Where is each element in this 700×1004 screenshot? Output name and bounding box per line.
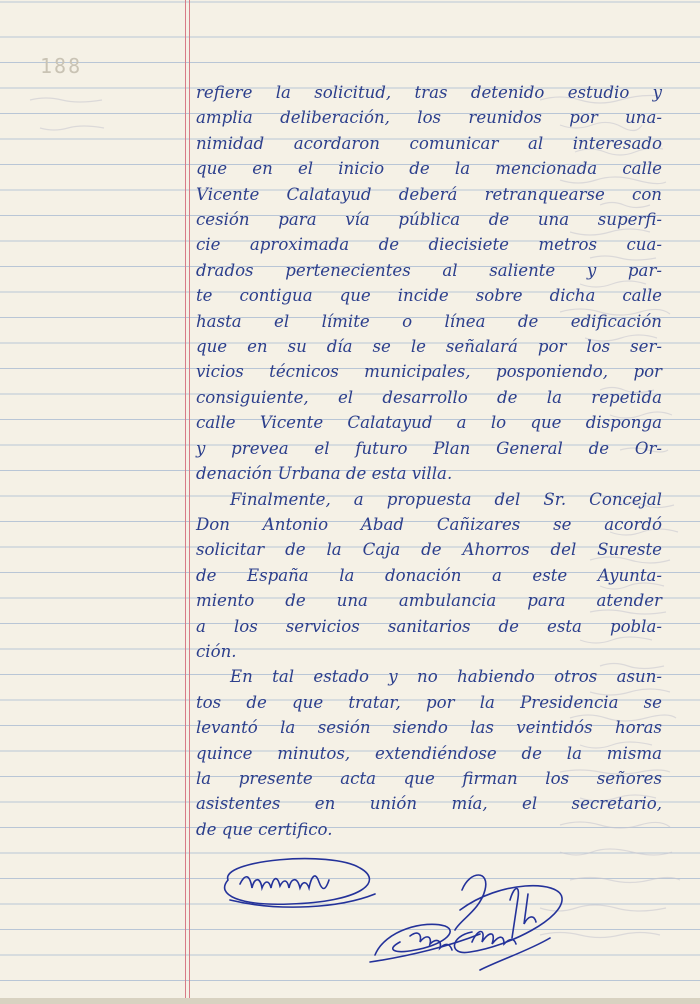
margin-rule [185, 0, 190, 1004]
text-line: quince minutos, extendiéndose de la misma [196, 743, 662, 763]
text-line: cie aproximada de diecisiete metros cua- [196, 235, 662, 255]
text-line: cesión para vía pública de una superfi- [196, 210, 662, 230]
text-line: Don Antonio Abad Cañizares se acordó [196, 514, 662, 534]
text-line: levantó la sesión siendo las veintidós horas [196, 718, 662, 738]
text-line: la presente acta que firman los señores [196, 768, 662, 788]
text-line: de España la donación a este Ayunta- [196, 565, 662, 585]
signature-1 [225, 859, 375, 907]
page-bottom-edge [0, 998, 700, 1004]
text-line: y prevea el futuro Plan General de Or- [196, 438, 662, 458]
text-line: Finalmente, a propuesta del Sr. Concejal [230, 489, 662, 509]
text-line: consiguiente, el desarrollo de la repetida [196, 387, 662, 407]
text-line: asistentes en unión mía, el secretario, [196, 794, 662, 814]
text-line: que en su día se le señalará por los ser- [196, 337, 662, 357]
text-line: hasta el límite o línea de edificación [196, 311, 662, 331]
page-number: 188 [40, 54, 83, 78]
text-line: refiere la solicitud, tras detenido estudio y [196, 83, 662, 102]
text-line: denación Urbana de esta villa. [196, 464, 453, 484]
text-line: calle Vicente Calatayud a lo que disponga [196, 413, 662, 433]
text-line: drados pertenecientes al saliente y par- [196, 260, 662, 280]
text-line: que en el inicio de la mencionada calle [196, 159, 662, 179]
text-line: ción. [196, 641, 237, 661]
text-line: te contigua que incide sobre dicha calle [196, 286, 662, 306]
text-line: En tal estado y no habiendo otros asun- [230, 667, 662, 687]
text-line: nimidad acordaron comunicar al interesado [196, 133, 662, 153]
signature-2 [370, 875, 486, 962]
text-line: a los servicios sanitarios de esta pobla- [196, 616, 662, 636]
handwritten-minutes [196, 80, 662, 842]
text-line: Vicente Calatayud deberá retranquearse con [196, 184, 662, 204]
text-line: miento de una ambulancia para atender [196, 591, 662, 611]
text-line: tos de que tratar, por la Presidencia se [196, 692, 662, 712]
text-line: solicitar de la Caja de Ahorros del Sureste [196, 540, 662, 560]
text-line: amplia deliberación, los reunidos por una- [196, 108, 662, 128]
text-line: vicios técnicos municipales, posponiendo, por [196, 362, 662, 382]
text-line: de que certifico. [196, 819, 333, 839]
signature-3 [454, 886, 562, 970]
signatures [210, 850, 590, 990]
